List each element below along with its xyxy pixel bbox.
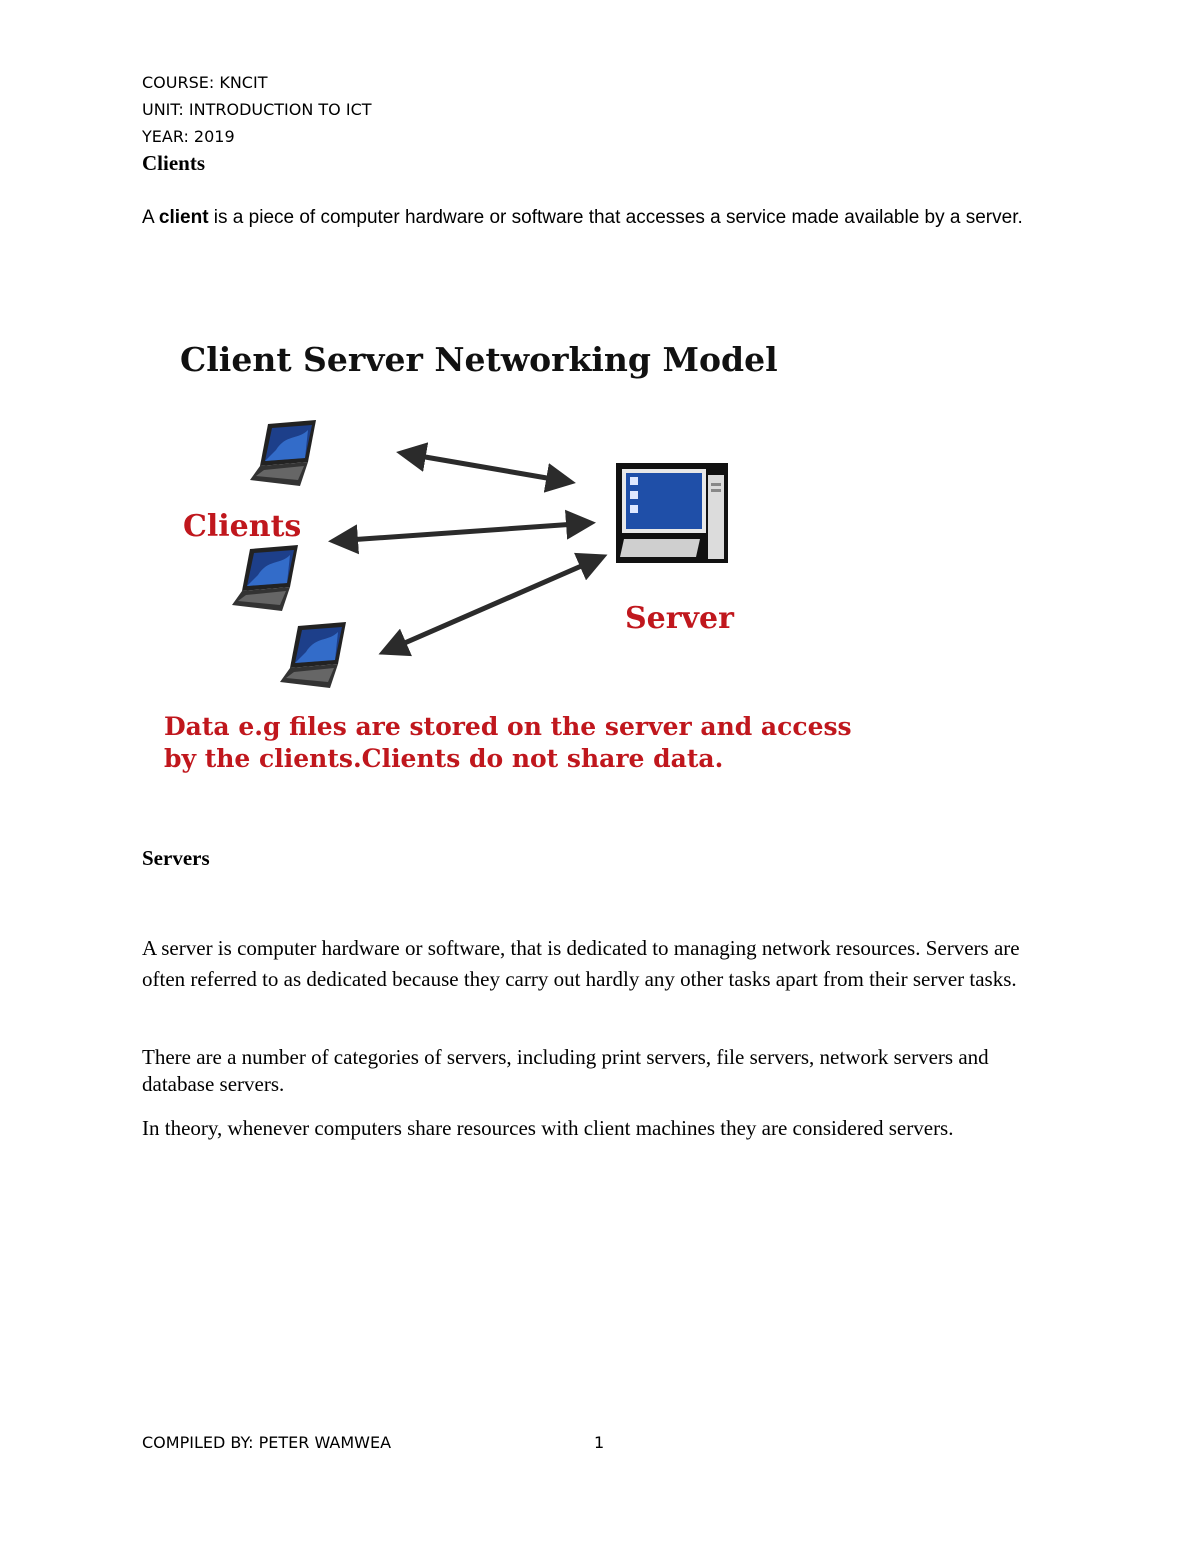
- server-computer-icon: [616, 463, 728, 563]
- laptop-icon: [232, 545, 298, 611]
- servers-heading: Servers: [142, 846, 210, 870]
- diagram-caption-line2: by the clients.Clients do not share data.: [164, 744, 724, 773]
- servers-paragraph-1: A server is computer hardware or software, that is dedicated to managing network resources. Servers are often referred to as dedicated because they carry out hardly any other tasks apart from their server tasks.: [142, 936, 1020, 991]
- client-server-diagram: [150, 325, 910, 795]
- header-unit: UNIT: INTRODUCTION TO ICT: [142, 100, 372, 119]
- laptop-icon: [280, 622, 346, 688]
- clients-paragraph-rest: is a piece of computer hardware or software that accesses a service made available by a server.: [208, 207, 1023, 228]
- double-arrow-icon: [402, 453, 570, 482]
- double-arrow-icon: [384, 557, 602, 652]
- footer-page-number: 1: [594, 1433, 605, 1452]
- laptop-icon: [250, 420, 316, 486]
- servers-paragraph-3: In theory, whenever computers share resources with client machines they are considered servers.: [142, 1116, 954, 1140]
- diagram-title: Client Server Networking Model: [180, 340, 778, 379]
- header-course: COURSE: KNCIT: [142, 73, 268, 92]
- diagram-caption-line1: Data e.g files are stored on the server and access: [164, 712, 852, 741]
- footer-compiled-by: COMPILED BY: PETER WAMWEA: [142, 1433, 392, 1452]
- clients-paragraph: [142, 205, 1072, 230]
- clients-paragraph-prefix: A: [142, 207, 159, 228]
- clients-label: Clients: [183, 509, 302, 544]
- header-year: YEAR: 2019: [142, 127, 235, 146]
- clients-heading: Clients: [142, 151, 205, 175]
- clients-paragraph-bold: client: [158, 207, 209, 228]
- servers-paragraph-2: There are a number of categories of servers, including print servers, file servers, network servers and database servers.: [142, 1045, 989, 1096]
- server-label: Server: [625, 601, 734, 636]
- double-arrow-icon: [334, 523, 590, 541]
